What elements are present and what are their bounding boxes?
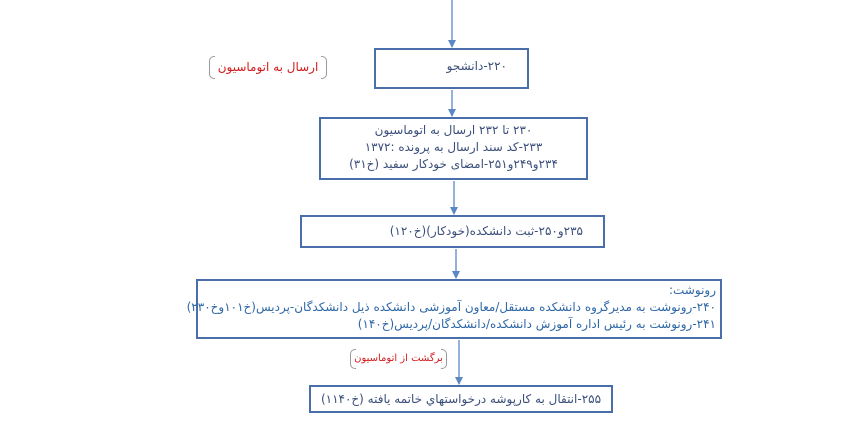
student-step-text: ۲۲۰-دانشجو — [446, 59, 507, 73]
copies-title: رونوشت: — [668, 283, 716, 297]
copies-line-1: ۲۴۰-رونوشت به مدیرگروه دانشکده مستقل/معاون آموزشی دانشکده ذیل دانشکدگان-پردیس(خ۱۰۱وخ۲۳۰) — [186, 300, 716, 314]
copies-step-box — [186, 279, 722, 339]
automation-line-3: ۲۳۴و۲۴۹و۲۵۱-امضای خودکار سفید (خ۳۱) — [349, 157, 558, 171]
archive-step-box — [309, 385, 613, 413]
faculty-registration-box — [300, 215, 605, 248]
copies-line-2: ۲۴۱-رونوشت به رئیس اداره آموزش دانشکده/دانشکدگان/پردیس(خ۱۴۰) — [357, 317, 716, 331]
faculty-registration-text: ۲۳۵و۲۵۰-ثبت دانشکده(خودکار)(خ۱۲۰) — [389, 224, 583, 238]
return-from-automation-label: برگشت از اتوماسیون — [350, 349, 447, 369]
automation-line-1: ۲۳۰ تا ۲۳۲ ارسال به اتوماسیون — [374, 123, 533, 137]
send-to-automation-label: ارسال به اتوماسیون — [209, 56, 327, 79]
archive-step-text: ۲۵۵-انتقال به کارپوشه درخواستهاي خاتمه يافته (خ۱۱۴۰) — [320, 392, 602, 406]
student-step-box — [374, 48, 529, 89]
automation-step-box — [319, 117, 588, 180]
automation-line-2: ۲۳۳-کد سند ارسال به پرونده :۱۳۷۲ — [364, 140, 543, 154]
